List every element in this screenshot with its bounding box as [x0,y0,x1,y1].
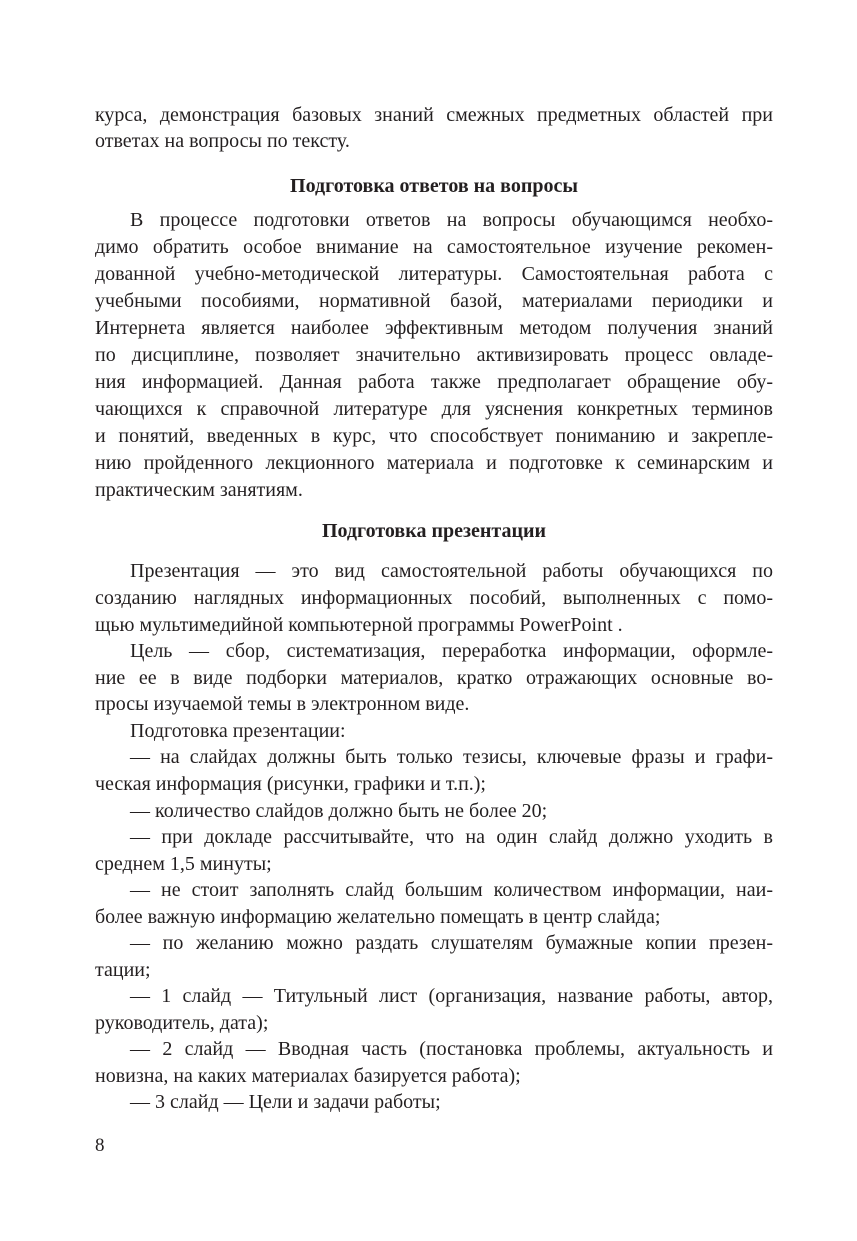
paragraph-line: созданию наглядных информационных пособий, выполненных с помо- [95,587,773,609]
paragraph-line: учебными пособиями, нормативной базой, материалами периодики и [95,290,773,312]
paragraph-line: курса, демонстрация базовых знаний смежных предметных областей при [95,104,773,126]
paragraph-line: и понятий, введенных в курс, что способствует пониманию и закрепле- [95,425,773,447]
paragraph-line: — не стоит заполнять слайд большим количеством информации, наи- [130,879,773,901]
paragraph-line: — на слайдах должны быть только тезисы, ключевые фразы и графи- [130,746,773,768]
section-heading: Подготовка презентации [321,520,547,542]
paragraph-line: просы изучаемой темы в электронном виде. [95,693,470,715]
paragraph-line: — при докладе рассчитывайте, что на один слайд должно уходить в [130,826,773,848]
paragraph-line: щью мультимедийной компьютерной программы PowerPoint . [95,614,623,636]
section-heading: Подготовка ответов на вопросы [290,175,578,197]
paragraph-line: Интернета является наиболее эффективным методом получения знаний [95,317,773,339]
paragraph-line: — 1 слайд — Титульный лист (организация, название работы, автор, [130,985,773,1007]
paragraph-line: более важную информацию желательно помещать в центр слайда; [95,906,661,928]
paragraph-line: практическим занятиям. [95,479,303,501]
paragraph-line: димо обратить особое внимание на самостоятельное изучение рекомен- [95,236,773,258]
paragraph-line: В процессе подготовки ответов на вопросы обучающимся необхо- [130,209,773,231]
paragraph-line: Цель — сбор, систематизация, переработка информации, оформле- [130,640,773,662]
paragraph-line: ческая информация (рисунки, графики и т.п.); [95,773,486,795]
paragraph-line: чающихся к справочной литературе для уяснения конкретных терминов [95,398,773,420]
paragraph-line: новизна, на каких материалах базируется работа); [95,1065,521,1087]
paragraph-line: ответах на вопросы по тексту. [95,130,350,152]
paragraph-line: тации; [95,959,151,981]
paragraph-line: руководитель, дата); [95,1012,269,1034]
paragraph-line: — 2 слайд — Вводная часть (постановка проблемы, актуальность и [130,1038,773,1060]
paragraph-line: — по желанию можно раздать слушателям бумажные копии презен- [130,932,773,954]
paragraph-line: нию пройденного лекционного материала и подготовке к семинарским и [95,452,773,474]
paragraph-line: — количество слайдов должно быть не более 20; [130,800,548,822]
paragraph-line: — 3 слайд — Цели и задачи работы; [130,1091,441,1113]
page-number: 8 [95,1135,105,1156]
paragraph-line: по дисциплине, позволяет значительно активизировать процесс овладе- [95,344,773,366]
paragraph-line: среднем 1,5 минуты; [95,853,272,875]
paragraph-line: Подготовка презентации: [130,720,346,742]
paragraph-line: ние ее в виде подборки материалов, кратко отражающих основные во- [95,667,773,689]
paragraph-line: ния информацией. Данная работа также предполагает обращение обу- [95,371,773,393]
paragraph-line: дованной учебно-методической литературы. Самостоятельная работа с [95,263,773,285]
paragraph-line: Презентация — это вид самостоятельной работы обучающихся по [130,560,773,582]
